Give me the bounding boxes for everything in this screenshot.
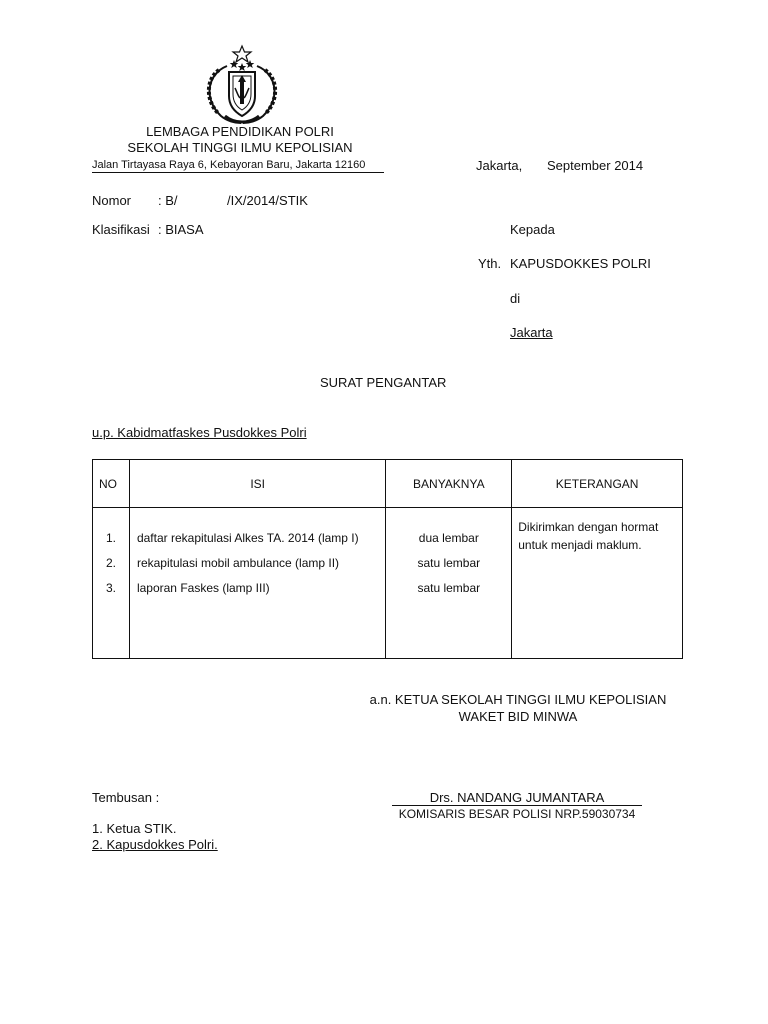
table-body-row [93, 508, 683, 659]
header-banyaknya: BANYAKNYA [386, 460, 512, 508]
organization-header [92, 124, 388, 156]
signature-rank: KOMISARIS BESAR POLISI NRP.59030734 [398, 807, 636, 821]
letter-date: September 2014 [547, 158, 644, 173]
keterangan-column [512, 508, 683, 659]
row-isi: daftar rekapitulasi Alkes TA. 2014 (lamp I) [136, 531, 359, 545]
org-address: Jalan Tirtayasa Raya 6, Kebayoran Baru, Jakarta 12160 [92, 158, 384, 173]
tembusan-item: 1. Ketua STIK. [92, 821, 177, 836]
table-header-row [93, 460, 683, 508]
nomor-suffix: /IX/2014/STIK [227, 193, 308, 208]
isi-column [129, 508, 385, 659]
org-name-line1: LEMBAGA PENDIDIKAN POLRI [146, 124, 334, 139]
items-table [92, 459, 683, 659]
header-isi: ISI [129, 460, 385, 508]
header-no: NO [93, 460, 130, 508]
recipient-city: Jakarta [510, 325, 553, 340]
signature-position: WAKET BID MINWA [458, 709, 578, 724]
row-isi: rekapitulasi mobil ambulance (lamp II) [136, 556, 340, 570]
tembusan-label: Tembusan : [92, 790, 160, 805]
tembusan-item: 2. Kapusdokkes Polri. [92, 837, 218, 852]
row-qty: satu lembar [417, 581, 481, 595]
recipient-di: di [510, 291, 521, 306]
recipient-name: KAPUSDOKKES POLRI [510, 256, 651, 271]
up-line: u.p. Kabidmatfaskes Pusdokkes Polri [92, 425, 307, 440]
row-qty: satu lembar [417, 556, 481, 570]
row-qty: dua lembar [418, 531, 479, 545]
row-no: 1. [105, 531, 116, 545]
signature-on-behalf: a.n. KETUA SEKOLAH TINGGI ILMU KEPOLISIAN [369, 692, 667, 707]
keterangan-line2: untuk menjadi maklum. [518, 538, 642, 552]
row-isi: laporan Faskes (lamp III) [136, 581, 270, 595]
police-emblem-logo [197, 44, 287, 126]
signature-name: Drs. NANDANG JUMANTARA [392, 790, 642, 806]
org-name-line2: SEKOLAH TINGGI ILMU KEPOLISIAN [127, 140, 353, 155]
letter-place: Jakarta, [476, 158, 523, 173]
banyaknya-column [386, 508, 512, 659]
no-column [93, 508, 130, 659]
klasifikasi-label: Klasifikasi [92, 222, 150, 237]
header-keterangan: KETERANGAN [512, 460, 683, 508]
letter-title: SURAT PENGANTAR [320, 375, 447, 390]
klasifikasi-value: : BIASA [158, 222, 204, 237]
row-no: 3. [105, 581, 116, 595]
row-no: 2. [105, 556, 116, 570]
keterangan-line1: Dikirimkan dengan hormat [518, 520, 659, 534]
nomor-prefix: : B/ [158, 193, 178, 208]
recipient-kepada: Kepada [510, 222, 555, 237]
nomor-label: Nomor [92, 193, 132, 208]
recipient-yth: Yth. [478, 256, 502, 271]
